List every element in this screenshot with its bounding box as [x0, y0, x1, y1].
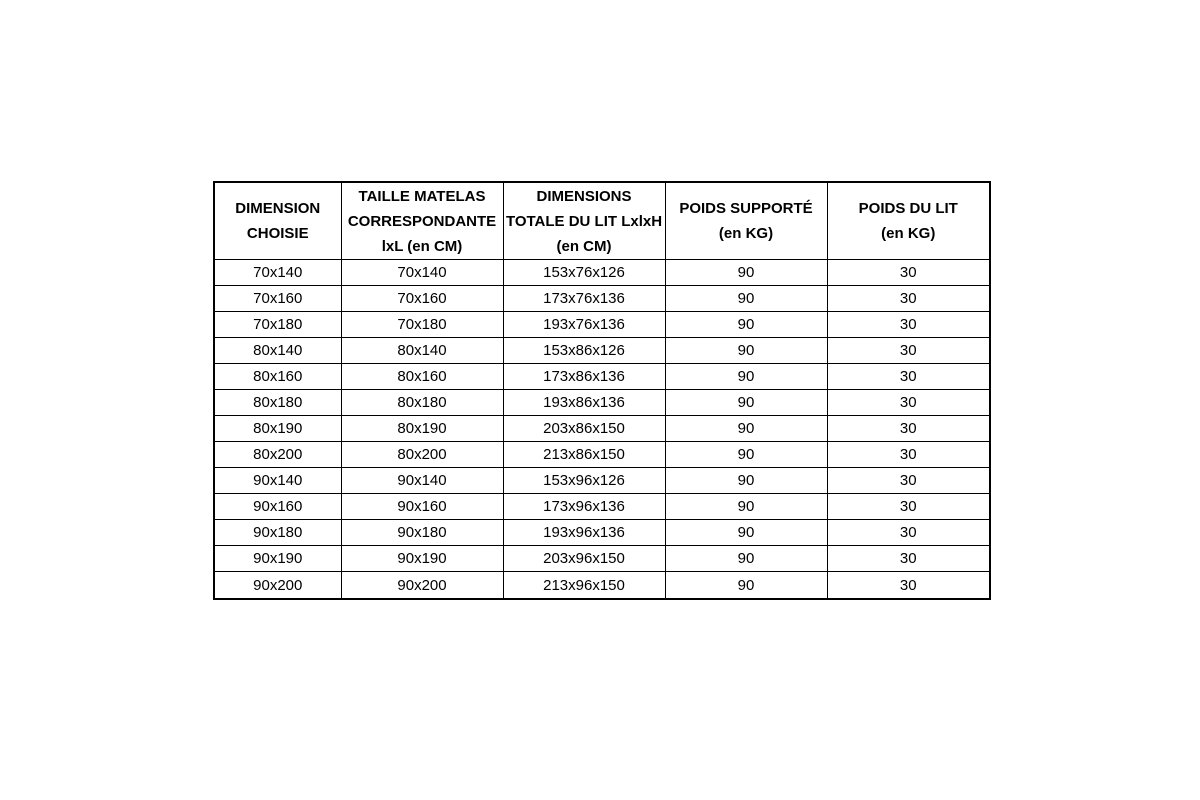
cell-taille-matelas: 70x140: [341, 260, 503, 286]
cell-taille-matelas: 90x160: [341, 494, 503, 520]
cell-dimension-choisie: 80x140: [214, 338, 341, 364]
table-row: [214, 312, 990, 338]
cell-poids-supporte: 90: [665, 338, 827, 364]
header-poids-supporte: [665, 182, 827, 260]
header-line: DIMENSIONS: [536, 187, 632, 205]
header-line: (en KG): [718, 225, 774, 242]
cell-poids-du-lit: 30: [827, 286, 990, 312]
cell-poids-du-lit: 30: [827, 416, 990, 442]
cell-taille-matelas: 80x200: [341, 442, 503, 468]
cell-poids-supporte: 90: [665, 364, 827, 390]
table-row: [214, 520, 990, 546]
cell-dimension-choisie: 70x160: [214, 286, 341, 312]
bed-dimensions-table: [213, 181, 991, 600]
cell-dimensions-totale: 173x76x136: [503, 286, 665, 312]
cell-taille-matelas: 90x140: [341, 468, 503, 494]
cell-poids-supporte: 90: [665, 468, 827, 494]
cell-taille-matelas: 70x180: [341, 312, 503, 338]
table-row: [214, 286, 990, 312]
cell-dimension-choisie: 70x180: [214, 312, 341, 338]
cell-taille-matelas: 80x180: [341, 390, 503, 416]
header-line: CHOISIE: [246, 225, 309, 242]
cell-dimensions-totale: 173x96x136: [503, 494, 665, 520]
cell-poids-du-lit: 30: [827, 442, 990, 468]
cell-dimension-choisie: 80x200: [214, 442, 341, 468]
cell-poids-supporte: 90: [665, 312, 827, 338]
cell-dimension-choisie: 90x140: [214, 468, 341, 494]
cell-taille-matelas: 70x160: [341, 286, 503, 312]
table-header: [214, 182, 990, 260]
cell-poids-du-lit: 30: [827, 520, 990, 546]
cell-dimension-choisie: 80x180: [214, 390, 341, 416]
table-row: [214, 364, 990, 390]
table-row: [214, 260, 990, 286]
table-row: [214, 338, 990, 364]
table-row: [214, 442, 990, 468]
header-line: DIMENSION: [235, 200, 321, 217]
cell-dimension-choisie: 90x190: [214, 546, 341, 572]
cell-dimensions-totale: 153x86x126: [503, 338, 665, 364]
cell-dimensions-totale: 213x96x150: [503, 572, 665, 600]
cell-poids-supporte: 90: [665, 286, 827, 312]
header-line: POIDS DU LIT: [858, 200, 958, 217]
cell-dimensions-totale: 193x96x136: [503, 520, 665, 546]
cell-dimensions-totale: 173x86x136: [503, 364, 665, 390]
cell-taille-matelas: 90x190: [341, 546, 503, 572]
table-row: [214, 494, 990, 520]
header-dimensions-totale: [503, 182, 665, 260]
header-row: [214, 182, 990, 260]
cell-dimensions-totale: 193x76x136: [503, 312, 665, 338]
header-line: lxL (en CM): [381, 237, 463, 255]
cell-taille-matelas: 90x200: [341, 572, 503, 600]
cell-poids-supporte: 90: [665, 260, 827, 286]
cell-poids-supporte: 90: [665, 546, 827, 572]
cell-taille-matelas: 80x190: [341, 416, 503, 442]
cell-dimension-choisie: 90x200: [214, 572, 341, 600]
cell-dimension-choisie: 70x140: [214, 260, 341, 286]
header-line: (en CM): [556, 237, 612, 255]
cell-dimensions-totale: 193x86x136: [503, 390, 665, 416]
header-line: POIDS SUPPORTÉ: [679, 200, 813, 217]
header-line: TAILLE MATELAS: [358, 187, 486, 205]
header-line: (en KG): [881, 225, 936, 242]
table-row: [214, 546, 990, 572]
header-poids-du-lit: [827, 182, 990, 260]
cell-poids-supporte: 90: [665, 442, 827, 468]
header-taille-matelas: [341, 182, 503, 260]
cell-poids-supporte: 90: [665, 520, 827, 546]
cell-dimensions-totale: 213x86x150: [503, 442, 665, 468]
header-dimension-choisie: [214, 182, 341, 260]
cell-dimension-choisie: 80x160: [214, 364, 341, 390]
cell-dimensions-totale: 153x76x126: [503, 260, 665, 286]
cell-poids-du-lit: 30: [827, 364, 990, 390]
cell-poids-du-lit: 30: [827, 546, 990, 572]
cell-poids-du-lit: 30: [827, 338, 990, 364]
cell-dimension-choisie: 90x180: [214, 520, 341, 546]
cell-dimensions-totale: 203x96x150: [503, 546, 665, 572]
cell-dimension-choisie: 90x160: [214, 494, 341, 520]
cell-poids-du-lit: 30: [827, 312, 990, 338]
cell-poids-du-lit: 30: [827, 468, 990, 494]
cell-poids-supporte: 90: [665, 572, 827, 600]
cell-taille-matelas: 80x160: [341, 364, 503, 390]
cell-poids-du-lit: 30: [827, 494, 990, 520]
header-line: CORRESPONDANTE: [347, 212, 497, 230]
cell-poids-supporte: 90: [665, 390, 827, 416]
table-row: [214, 416, 990, 442]
cell-poids-supporte: 90: [665, 416, 827, 442]
header-line: TOTALE DU LIT LxlxH: [505, 212, 663, 230]
cell-dimensions-totale: 203x86x150: [503, 416, 665, 442]
cell-taille-matelas: 80x140: [341, 338, 503, 364]
table-row: [214, 468, 990, 494]
table-row: [214, 390, 990, 416]
cell-poids-du-lit: 30: [827, 572, 990, 600]
cell-poids-du-lit: 30: [827, 390, 990, 416]
cell-poids-du-lit: 30: [827, 260, 990, 286]
cell-dimensions-totale: 153x96x126: [503, 468, 665, 494]
cell-dimension-choisie: 80x190: [214, 416, 341, 442]
cell-poids-supporte: 90: [665, 494, 827, 520]
table-row: [214, 572, 990, 600]
cell-taille-matelas: 90x180: [341, 520, 503, 546]
table-body: [214, 260, 990, 600]
